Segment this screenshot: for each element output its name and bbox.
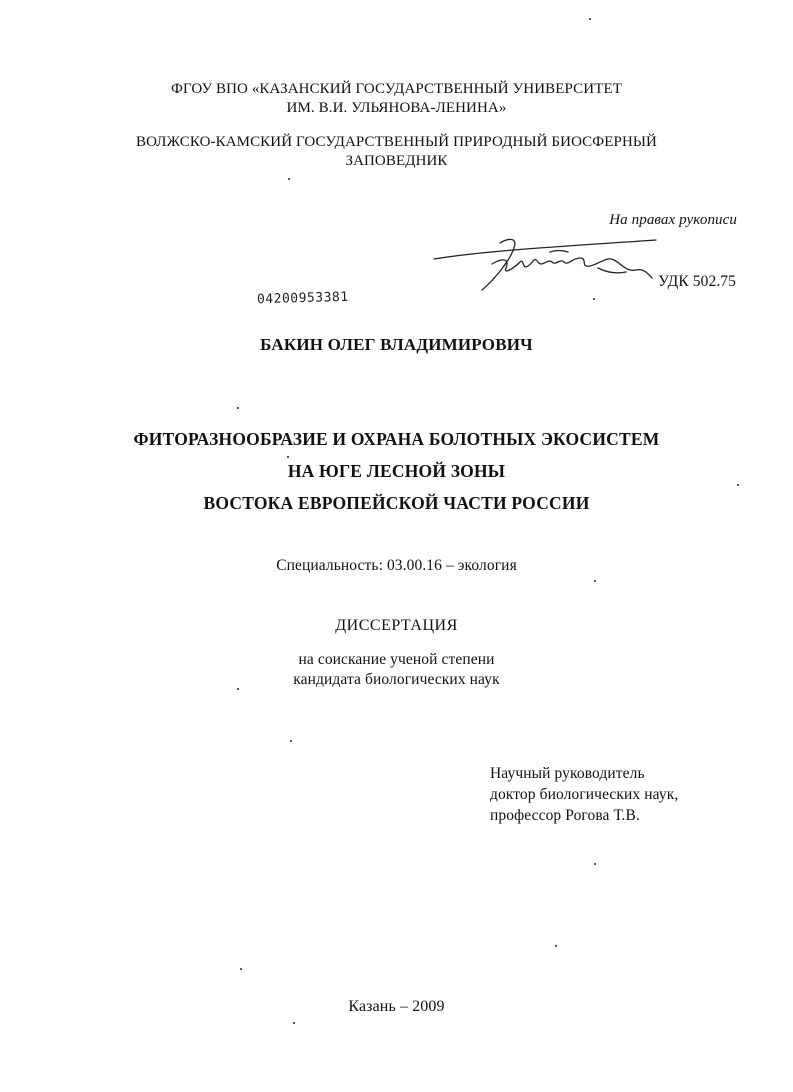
institution-line-2: ИМ. В.И. УЛЬЯНОВА-ЛЕНИНА» — [286, 100, 507, 116]
udk-code: УДК 502.75 — [658, 273, 736, 290]
manuscript-note: На правах рукописи — [609, 212, 737, 228]
supervisor-line-1: Научный руководитель — [490, 765, 645, 782]
supervisor-line-3: профессор Рогова Т.В. — [490, 807, 640, 824]
handwritten-signature-icon — [430, 228, 660, 298]
title-line-3: ВОСТОКА ЕВРОПЕЙСКОЙ ЧАСТИ РОССИИ — [203, 493, 590, 513]
title-line-1: ФИТОРАЗНООБРАЗИЕ И ОХРАНА БОЛОТНЫХ ЭКОСИСТЕМ — [133, 429, 660, 449]
degree-line-2: кандидата биологических наук — [293, 671, 500, 688]
institution-line-3: ВОЛЖСКО-КАМСКИЙ ГОСУДАРСТВЕННЫЙ ПРИРОДНЫЙ БИОСФЕРНЫЙ — [136, 134, 657, 150]
title-line-2: НА ЮГЕ ЛЕСНОЙ ЗОНЫ — [287, 461, 506, 481]
institution-line-1: ФГОУ ВПО «КАЗАНСКИЙ ГОСУДАРСТВЕННЫЙ УНИВЕРСИТЕТ — [171, 81, 622, 97]
specialty: Специальность: 03.00.16 – экология — [276, 557, 517, 574]
document-type: ДИССЕРТАЦИЯ — [335, 617, 458, 634]
inventory-number: 04200953381 — [256, 289, 349, 308]
degree-line-1: на соискание ученой степени — [298, 651, 495, 668]
author-name: БАКИН ОЛЕГ ВЛАДИМИРОВИЧ — [260, 335, 533, 354]
place-year: Казань – 2009 — [348, 998, 445, 1015]
supervisor-line-2: доктор биологических наук, — [490, 786, 679, 803]
institution-line-4: ЗАПОВЕДНИК — [345, 153, 448, 169]
